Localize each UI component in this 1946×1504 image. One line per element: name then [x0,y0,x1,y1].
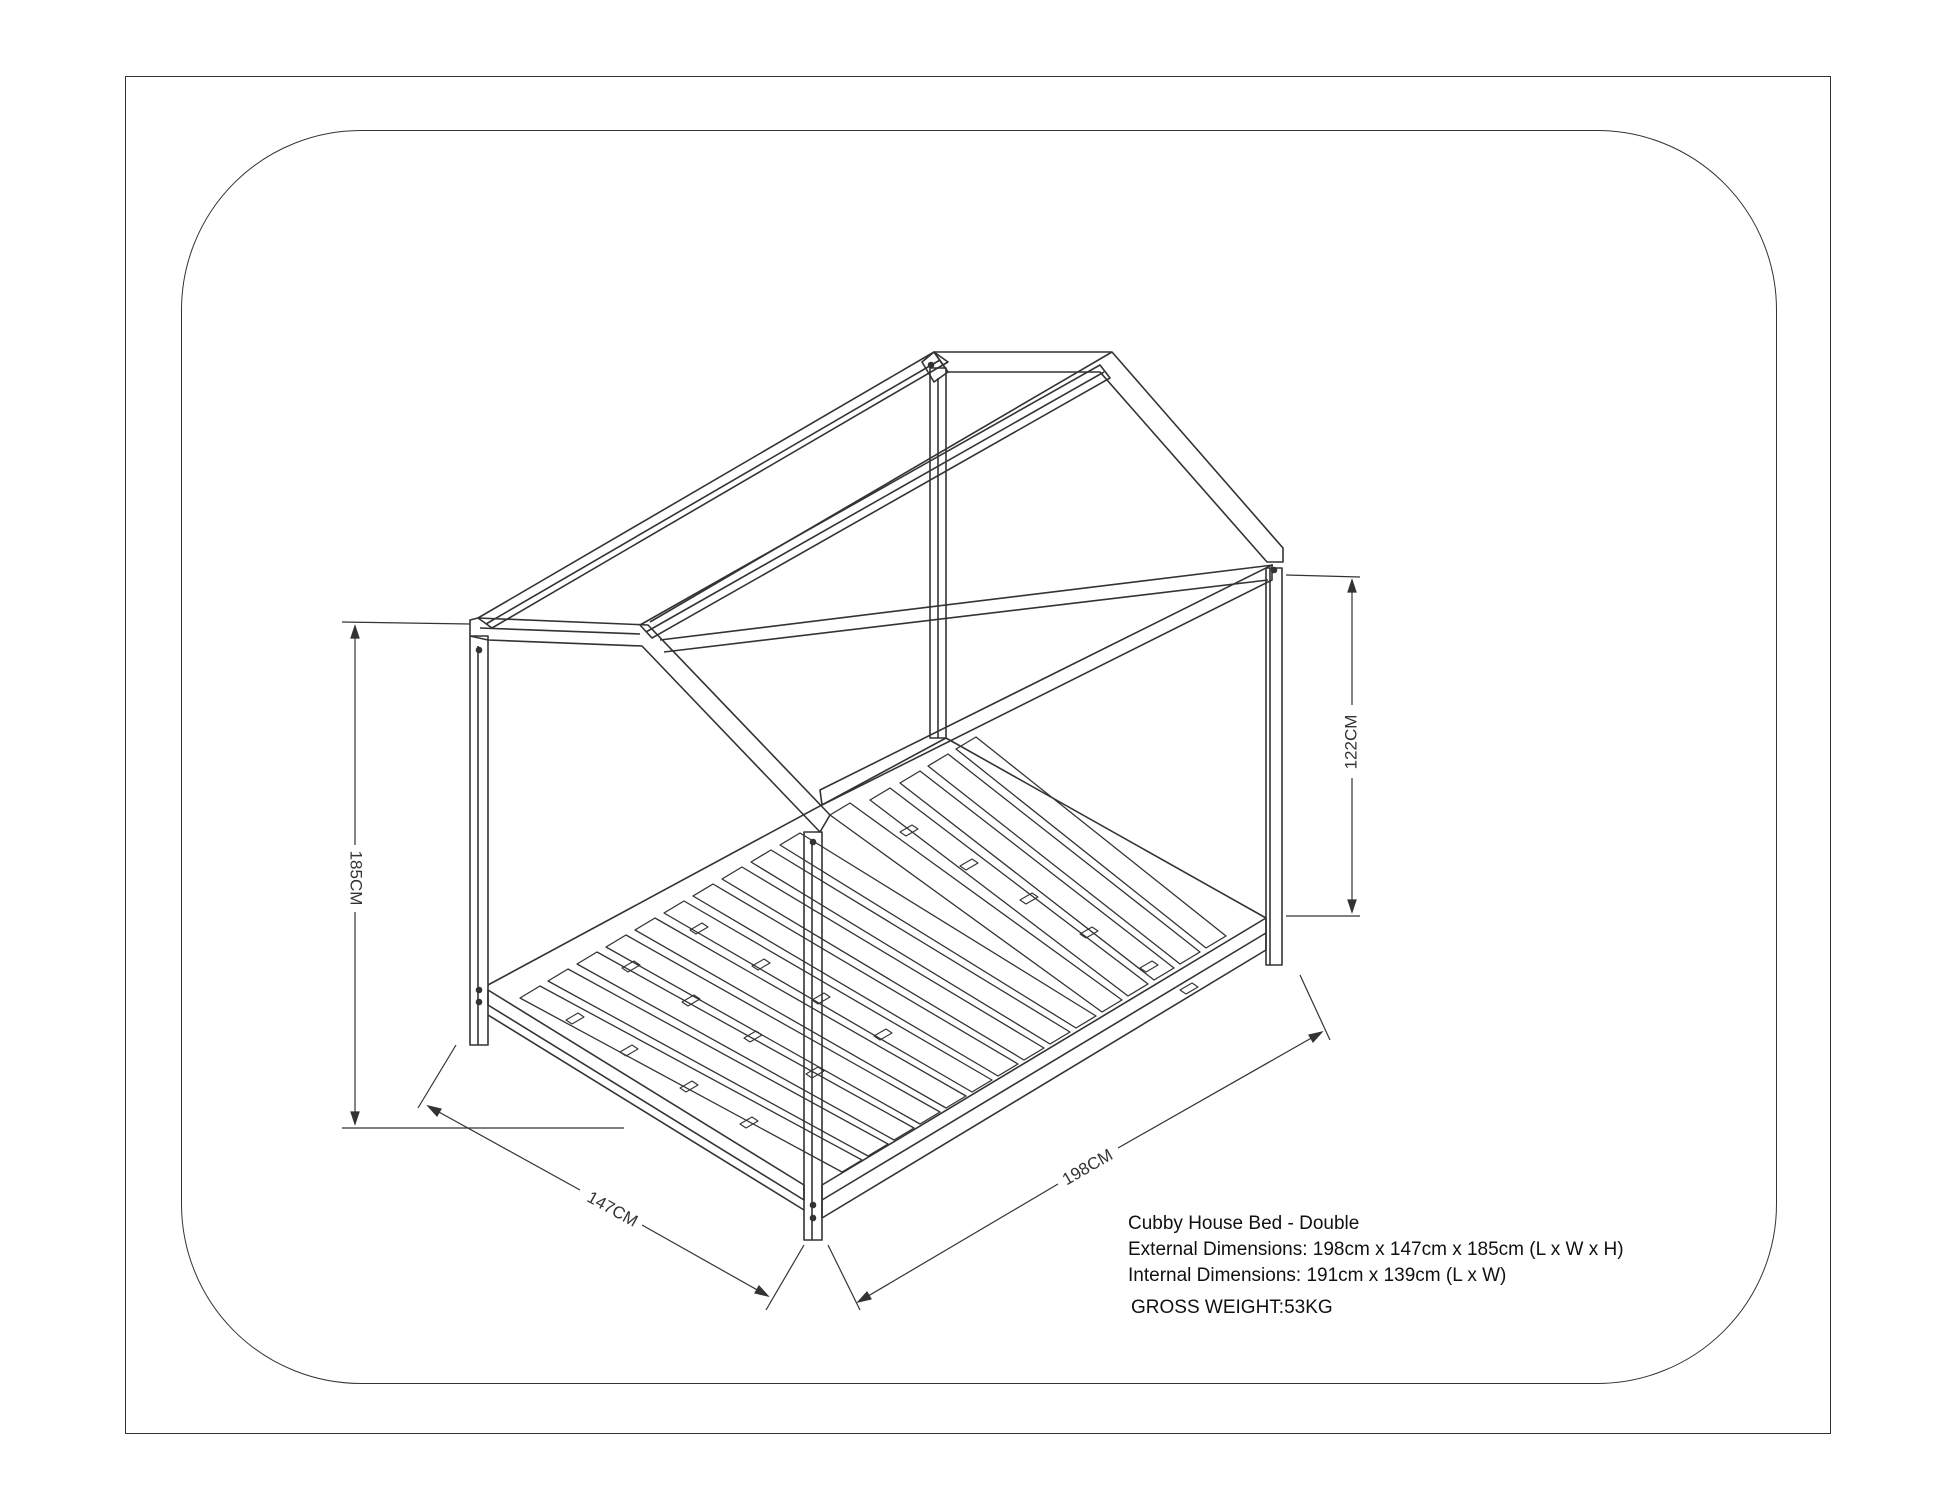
dim-label-height-total: 185CM [346,850,366,906]
product-title: Cubby House Bed - Double [1128,1213,1360,1234]
dim-height-total [342,622,624,1128]
dim-width [418,1045,804,1310]
gross-weight: GROSS WEIGHT:53KG [1131,1297,1333,1318]
dim-label-width: 147CM [583,1187,642,1231]
external-dimensions: External Dimensions: 198cm x 147cm x 185cm (L x W x H) [1128,1239,1624,1260]
front-frame [470,363,1277,1241]
dim-label-length: 198CM [1059,1145,1116,1190]
internal-dimensions: Internal Dimensions: 191cm x 139cm (L x W) [1128,1265,1507,1286]
bed-slats [520,737,1226,1172]
base-frame [488,738,1266,1218]
bed-frame [470,352,1283,1240]
dim-label-side-height: 122CM [1341,714,1361,770]
roof-rails [478,352,1273,805]
